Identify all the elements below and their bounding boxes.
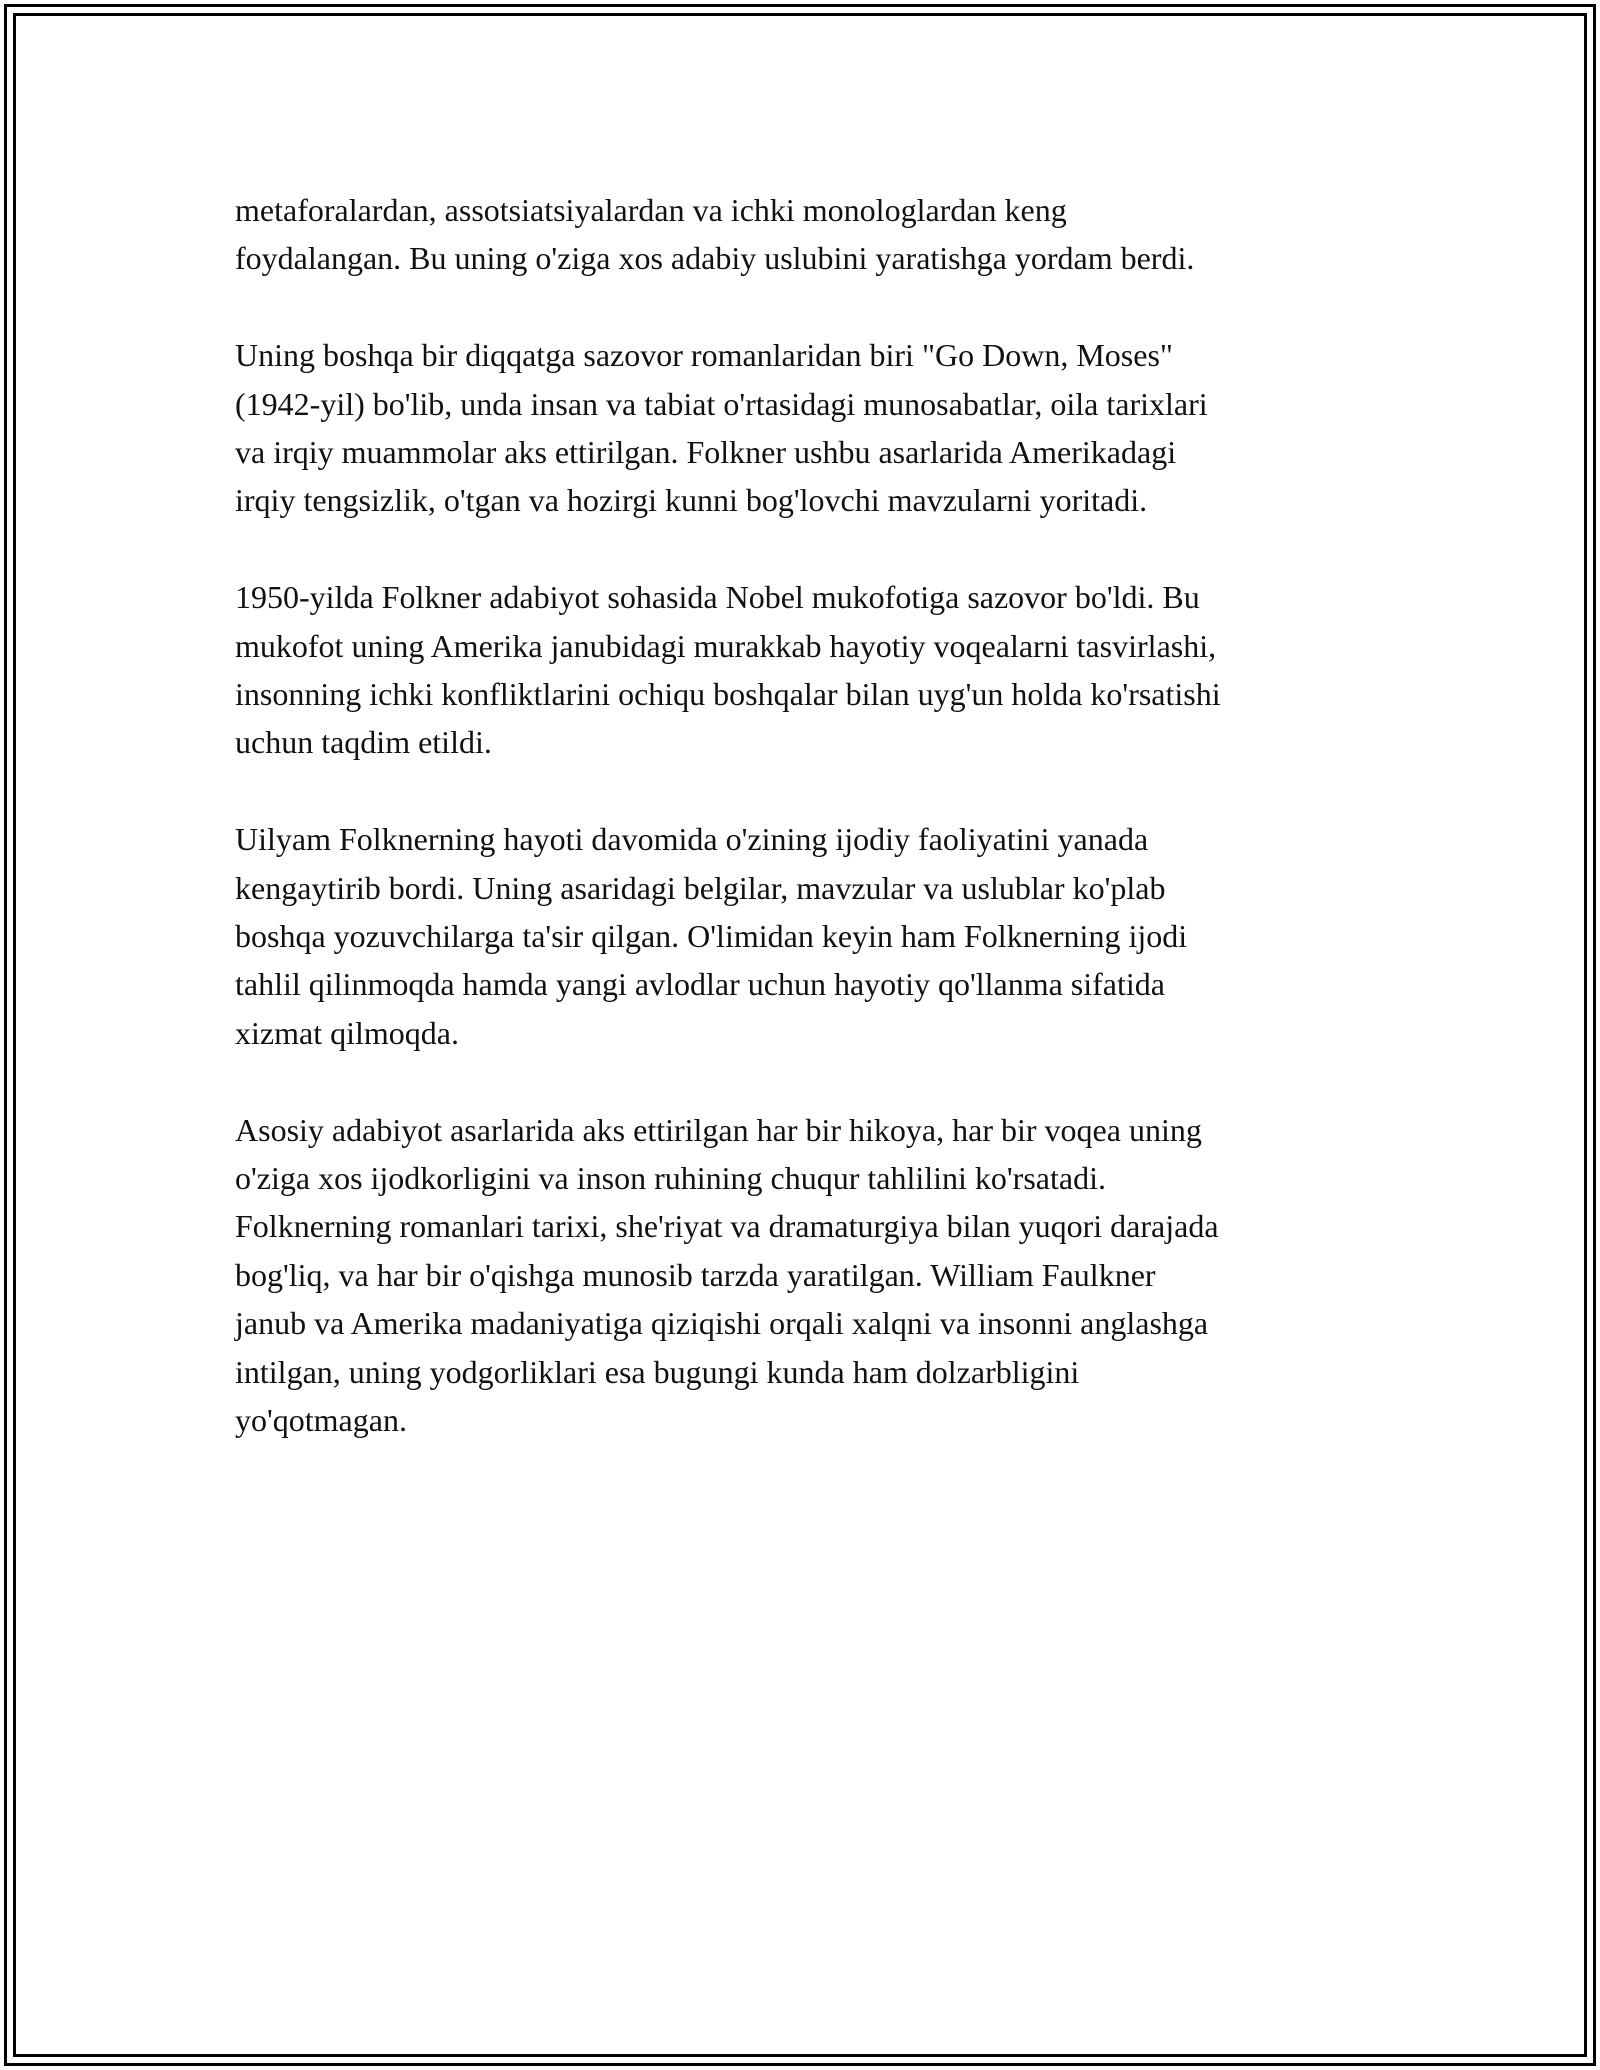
text-line: bog'liq, va har bir o'qishga munosib tarzda yaratilgan. William Faulkner (235, 1256, 1156, 1293)
document-body (235, 186, 1395, 1493)
text-line: intilgan, uning yodgorliklari esa bugungi kunda ham dolzarbligini (235, 1353, 1080, 1390)
text-line: kengaytirib bordi. Uning asaridagi belgilar, mavzular va uslublar ko'plab (235, 869, 1166, 906)
text-line: Uning boshqa bir diqqatga sazovor romanlaridan biri "Go Down, Moses" (235, 337, 1173, 374)
paragraph-4 (235, 815, 1395, 1057)
text-line: boshqa yozuvchilarga ta'sir qilgan. O'limidan keyin ham Folknerning ijodi (235, 918, 1188, 955)
text-line: irqiy tengsizlik, o'tgan va hozirgi kunni bog'lovchi mavzularni yoritadi. (235, 482, 1148, 519)
text-line: o'ziga xos ijodkorligini va inson ruhining chuqur tahlilini ko'rsatadi. (235, 1160, 1106, 1197)
text-line: 1950-yilda Folkner adabiyot sohasida Nobel mukofotiga sazovor bo'ldi. Bu (235, 579, 1200, 616)
text-line: mukofot uning Amerika janubidagi murakkab hayotiy voqealarni tasvirlashi, (235, 627, 1217, 664)
paragraph-2 (235, 331, 1395, 525)
text-line: va irqiy muammolar aks ettirilgan. Folkner ushbu asarlarida Amerikadagi (235, 434, 1177, 471)
text-line: uchun taqdim etildi. (235, 724, 492, 761)
text-line: Asosiy adabiyot asarlarida aks ettirilgan har bir hikoya, har bir voqea uning (235, 1111, 1202, 1148)
text-line: yo'qotmagan. (235, 1402, 407, 1439)
text-line: xizmat qilmoqda. (235, 1014, 459, 1051)
text-line: insonning ichki konfliktlarini ochiqu boshqalar bilan uyg'un holda ko'rsatishi (235, 676, 1221, 713)
paragraph-5 (235, 1106, 1395, 1445)
text-line: janub va Amerika madaniyatiga qiziqishi orqali xalqni va insonni anglashga (235, 1305, 1209, 1342)
text-line: metaforalardan, assotsiatsiyalardan va ichki monologlardan keng (235, 192, 1067, 228)
paragraph-1 (235, 186, 1395, 283)
paragraph-3 (235, 573, 1395, 767)
text-line: (1942-yil) bo'lib, unda insan va tabiat o'rtasidagi munosabatlar, oila tarixlari (235, 385, 1208, 422)
text-line: foydalangan. Bu uning o'ziga xos adabiy uslubini yaratishga yordam berdi. (235, 240, 1195, 277)
text-line: tahlil qilinmoqda hamda yangi avlodlar uchun hayotiy qo'llanma sifatida (235, 966, 1165, 1003)
text-line: Uilyam Folknerning hayoti davomida o'zining ijodiy faoliyatini yanada (235, 821, 1149, 858)
text-line: Folknerning romanlari tarixi, she'riyat va dramaturgiya bilan yuqori darajada (235, 1208, 1219, 1245)
